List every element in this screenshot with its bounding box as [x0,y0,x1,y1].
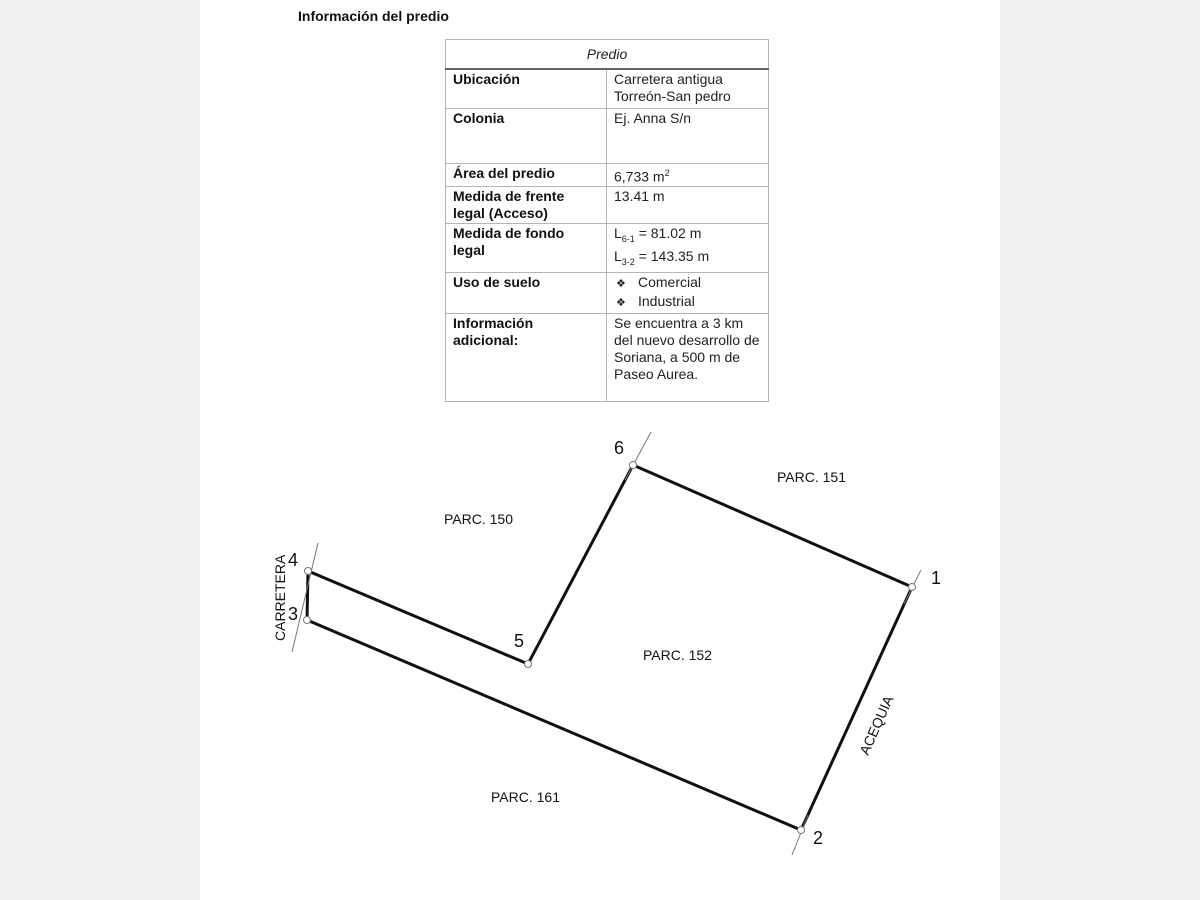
vertex-marker-1 [909,584,916,591]
vertex-label-4: 4 [288,550,299,570]
parcel-label-150: PARC. 150 [444,511,513,527]
row-key-info-adicional: Información adicional: [446,313,607,401]
document-title: Información del predio [298,8,449,24]
row-key-fondo: Medida de fondo legal [446,224,607,273]
row-key-area: Área del predio [446,163,607,187]
row-value-ubicacion: Carretera antigua Torreón-San pedro [607,69,769,108]
vertex-marker-3 [304,617,311,624]
reference-ticks [292,432,921,855]
vertex-marker-4 [305,568,312,575]
vertex-label-3: 3 [288,604,299,624]
row-key-colonia: Colonia [446,108,607,163]
land-use-item: ❖ Industrial [614,293,761,312]
fondo-line-2-base: L [614,247,622,264]
parcel-label-151: PARC. 151 [777,469,846,485]
area-value: 6,733 m [614,168,665,185]
fondo-line-2-sub: 3-2 [621,256,635,267]
area-unit-superscript: 2 [664,167,670,178]
vertex-label-1: 1 [931,568,942,588]
vertex-label-6: 6 [614,438,625,458]
fondo-line-2-text: = 143.35 m [634,247,710,264]
vertex-marker-6 [630,462,637,469]
parcel-label-161: PARC. 161 [491,789,560,805]
parcel-labels [444,469,846,805]
parcel-label-152: PARC. 152 [643,647,712,663]
fondo-line-1-sub: 6-1 [621,233,635,244]
land-use-item: ❖ Comercial [614,274,761,293]
row-value-info-adicional: Se encuentra a 3 km del nuevo desarrollo de Soriana, a 500 m de Paseo Aurea. [607,313,769,401]
table-header: Predio [446,40,769,70]
tick-v2 [792,815,808,855]
vertex-label-5: 5 [514,631,525,651]
vertex-marker-5 [525,661,532,668]
vertex-label-2: 2 [813,828,824,848]
road-label-carretera: CARRETERA [272,554,288,641]
fondo-line-1-base: L [614,225,622,242]
row-value-frente: 13.41 m [607,187,769,224]
canal-label-acequia: ACEQUIA [856,693,897,758]
row-key-ubicacion: Ubicación [446,69,607,108]
row-key-frente: Medida de frente legal (Acceso) [446,187,607,224]
property-boundary [307,465,912,830]
row-key-uso-suelo: Uso de suelo [446,272,607,313]
fondo-line-1-text: = 81.02 m [634,225,702,242]
row-value-colonia: Ej. Anna S/n [607,108,769,163]
vertex-marker-2 [798,827,805,834]
